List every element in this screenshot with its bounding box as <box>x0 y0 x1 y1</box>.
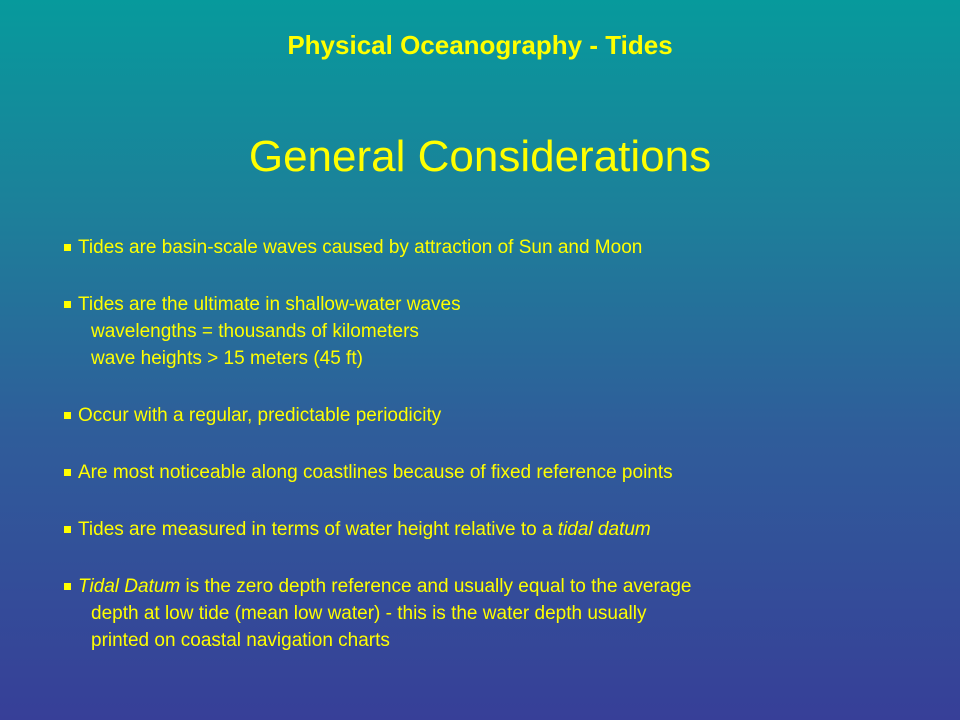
bullet-text: Occur with a regular, predictable periodicity <box>78 405 442 426</box>
bullet-item <box>64 291 944 318</box>
bullet-square-icon <box>64 301 71 308</box>
bullet-text-italic: tidal datum <box>557 519 651 540</box>
slide-header: Physical Oceanography - Tides <box>287 30 673 60</box>
bullet-item <box>64 234 944 261</box>
bullet-item <box>64 402 944 429</box>
sub-bullet-text: printed on coastal navigation charts <box>91 630 390 651</box>
bullet-text: Tides are the ultimate in shallow-water waves <box>78 294 461 315</box>
bullet-item <box>64 516 944 543</box>
sub-bullet-text: wavelengths = thousands of kilometers <box>91 321 419 342</box>
bullet-square-icon <box>64 469 71 476</box>
bullet-item <box>64 459 944 486</box>
bullet-square-icon <box>64 526 71 533</box>
bullet-text: Tides are basin-scale waves caused by attraction of Sun and Moon <box>78 237 643 258</box>
bullet-square-icon <box>64 244 71 251</box>
slide-title: General Considerations <box>248 132 712 181</box>
bullet-text: Are most noticeable along coastlines because of fixed reference points <box>78 462 673 483</box>
bullet-item <box>64 573 944 600</box>
bullet-square-icon <box>64 583 71 590</box>
bullet-text-italic: Tidal Datum <box>78 576 181 597</box>
bullet-text <box>78 516 651 543</box>
sub-bullet-text: wave heights > 15 meters (45 ft) <box>91 348 363 369</box>
sub-bullet-text: depth at low tide (mean low water) - this is the water depth usually <box>91 603 647 624</box>
bullet-text-plain: Tides are measured in terms of water height relative to a <box>78 519 558 540</box>
bullet-square-icon <box>64 412 71 419</box>
bullet-text-plain: is the zero depth reference and usually equal to the average <box>180 576 692 597</box>
bullet-text <box>78 573 692 600</box>
bullet-list <box>64 234 944 654</box>
